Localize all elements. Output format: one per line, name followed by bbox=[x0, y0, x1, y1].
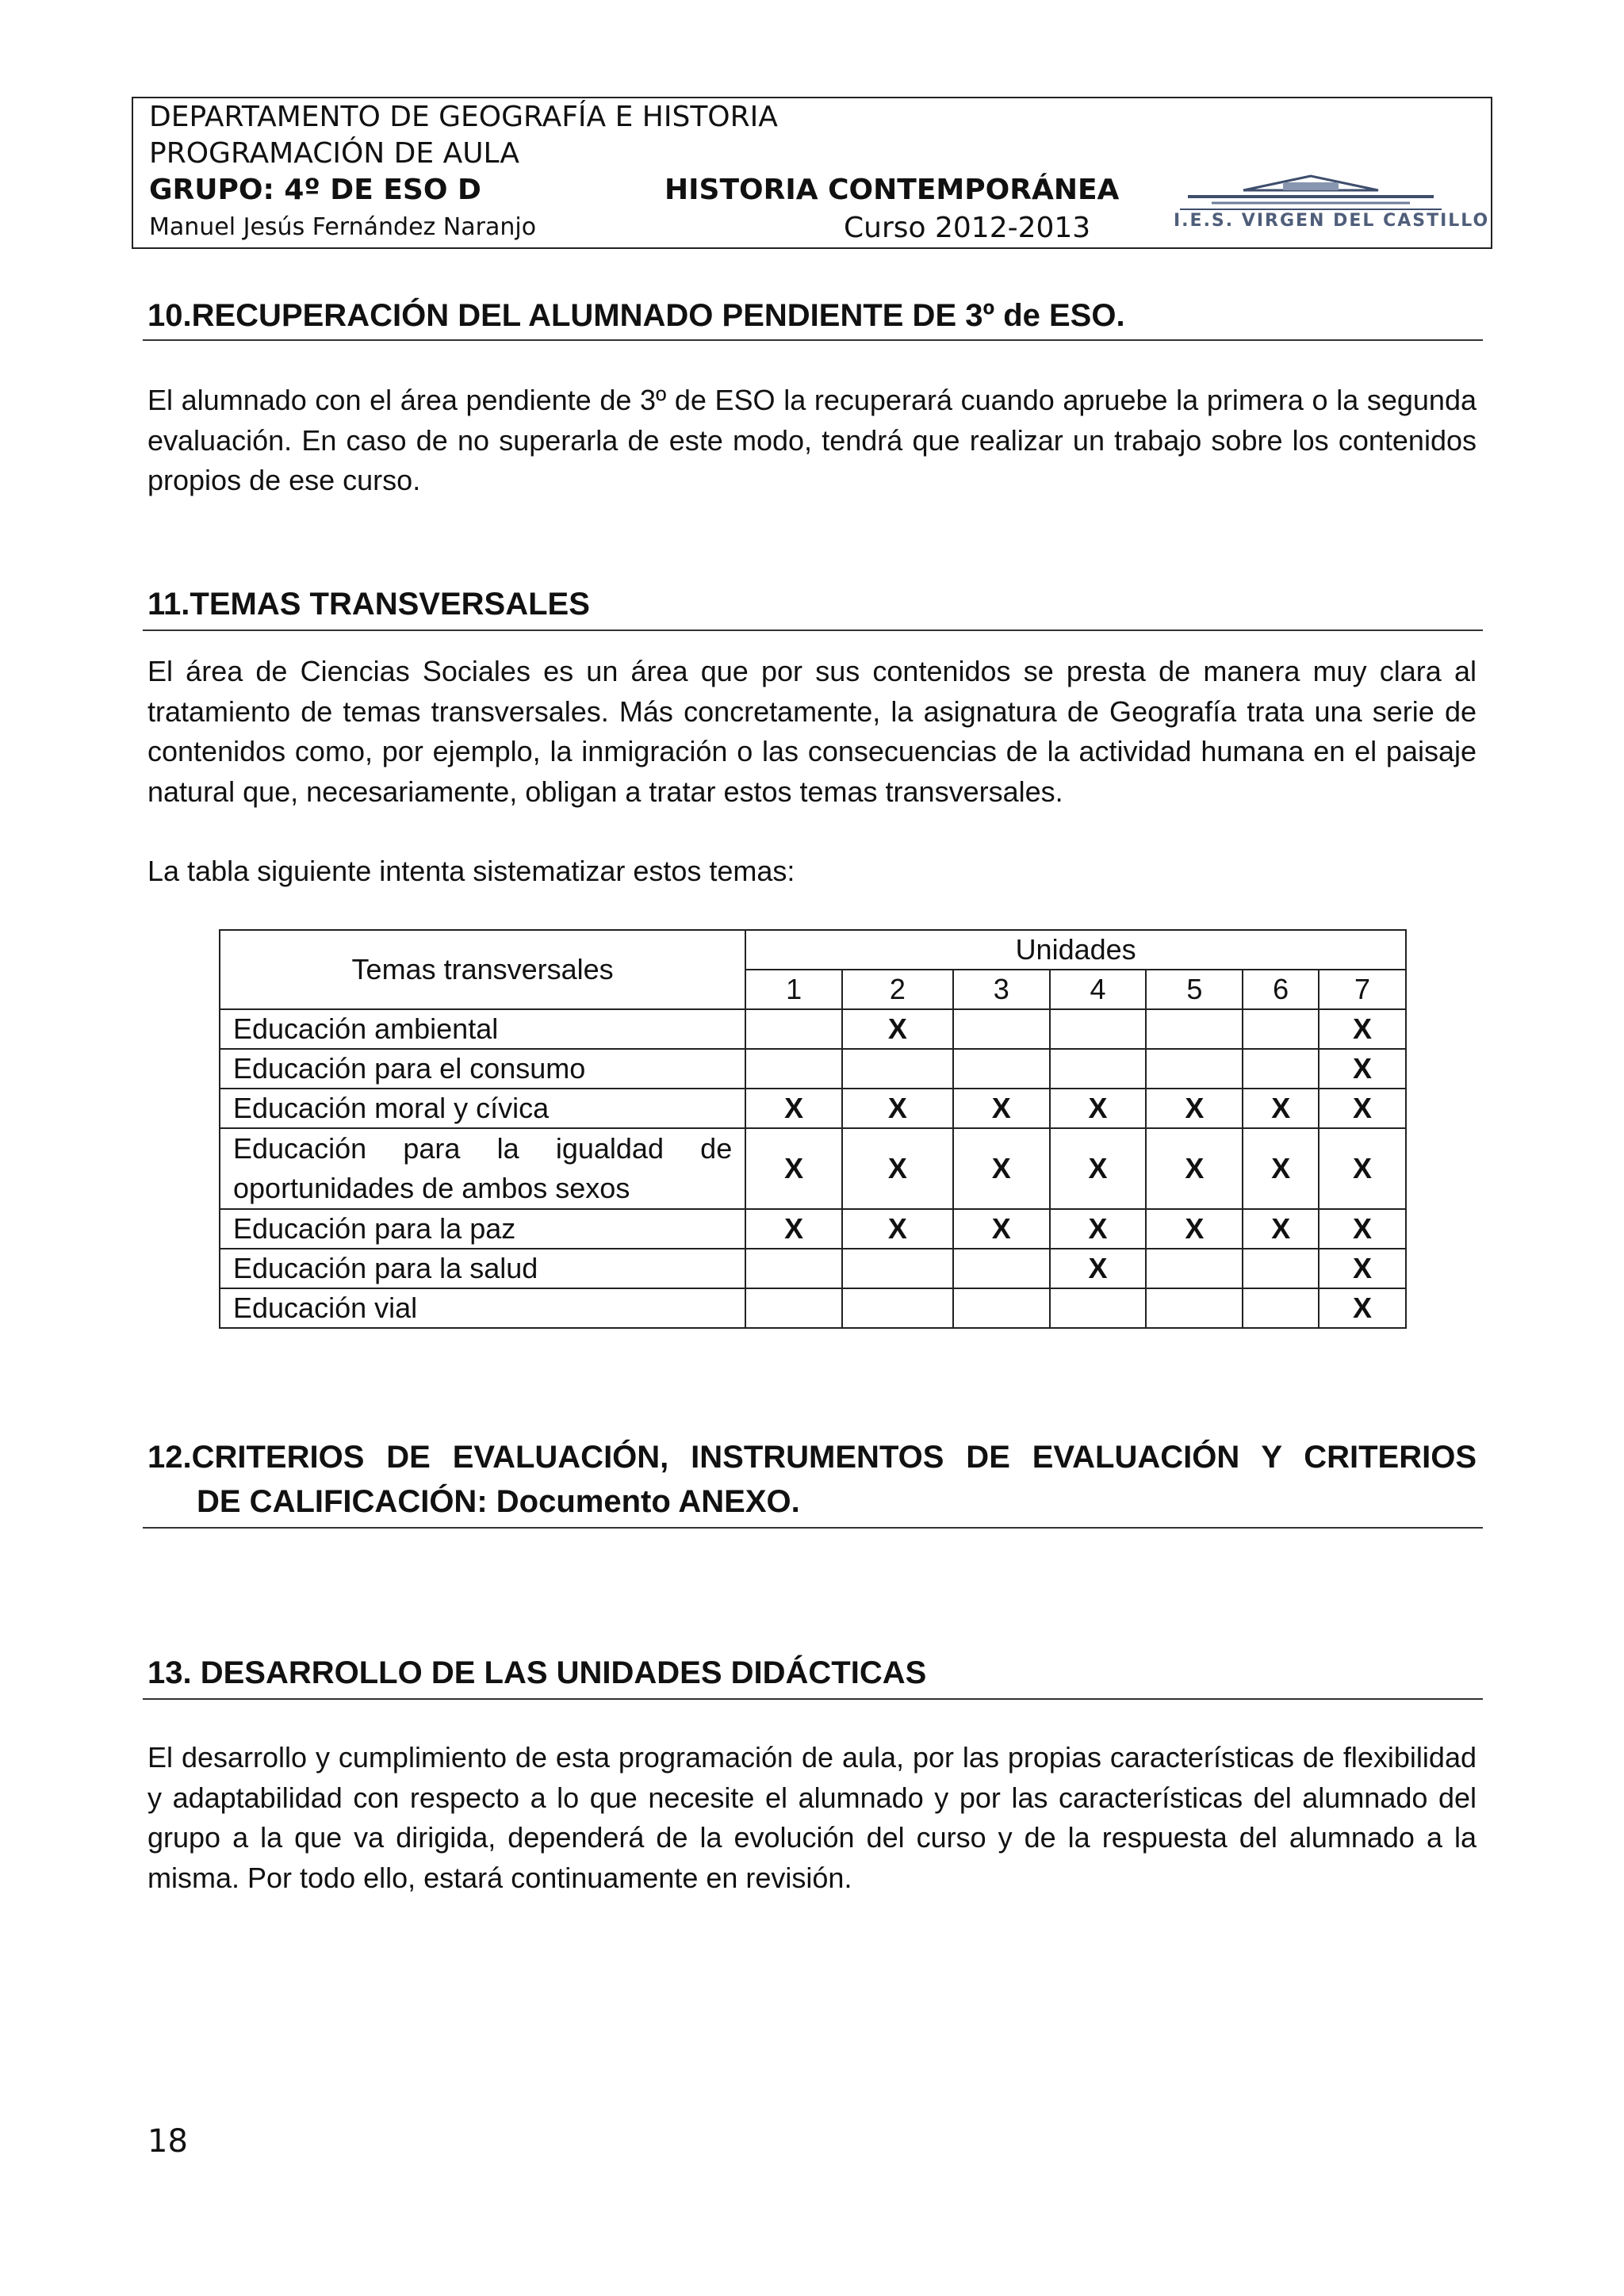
unit-mark bbox=[1146, 1009, 1243, 1049]
unit-mark: X bbox=[1050, 1249, 1147, 1288]
unit-mark: X bbox=[1050, 1209, 1147, 1249]
unit-mark bbox=[953, 1009, 1050, 1049]
unit-mark: X bbox=[745, 1089, 842, 1128]
unit-number: 4 bbox=[1050, 970, 1147, 1009]
unit-mark: X bbox=[745, 1128, 842, 1209]
unit-mark: X bbox=[745, 1209, 842, 1249]
unit-mark bbox=[745, 1009, 842, 1049]
unit-mark: X bbox=[1319, 1288, 1406, 1328]
unit-mark: X bbox=[1243, 1089, 1319, 1128]
unit-number: 1 bbox=[745, 970, 842, 1009]
unit-mark: X bbox=[842, 1128, 953, 1209]
unit-mark: X bbox=[1319, 1249, 1406, 1288]
unit-mark bbox=[1243, 1049, 1319, 1089]
unit-mark bbox=[842, 1288, 953, 1328]
theme-label: Educación para la salud bbox=[220, 1249, 745, 1288]
unit-mark: X bbox=[1146, 1209, 1243, 1249]
unit-mark: X bbox=[1050, 1128, 1147, 1209]
unit-number: 3 bbox=[953, 970, 1050, 1009]
unit-mark bbox=[1050, 1009, 1147, 1049]
section-10-heading: 10.RECUPERACIÓN DEL ALUMNADO PENDIENTE DE 3º de ESO. bbox=[147, 298, 1125, 333]
section-10-paragraph: El alumnado con el área pendiente de 3º de ESO la recuperará cuando apruebe la primera o la segunda evaluación. En caso de no superarla de este modo, tendrá que realizar un trabajo sobre los contenidos propios de ese curso. bbox=[147, 384, 1477, 496]
subject-name: HISTORIA CONTEMPORÁNEA bbox=[665, 174, 1120, 206]
table-row bbox=[220, 1128, 1406, 1209]
unit-mark bbox=[953, 1288, 1050, 1328]
theme-label: Educación para la paz bbox=[220, 1209, 745, 1249]
table-row bbox=[220, 1009, 1406, 1049]
unit-mark bbox=[1146, 1288, 1243, 1328]
unit-mark: X bbox=[953, 1089, 1050, 1128]
group-name: GRUPO: 4º DE ESO D bbox=[149, 174, 481, 206]
section-12-divider bbox=[143, 1527, 1483, 1529]
theme-label: Educación para la igualdad de oportunidades de ambos sexos bbox=[220, 1128, 745, 1209]
unit-number: 7 bbox=[1319, 970, 1406, 1009]
unit-mark: X bbox=[953, 1209, 1050, 1249]
section-11-heading: 11.TEMAS TRANSVERSALES bbox=[147, 587, 590, 622]
unit-mark bbox=[1146, 1249, 1243, 1288]
unit-mark: X bbox=[1146, 1089, 1243, 1128]
table-row bbox=[220, 1249, 1406, 1288]
unit-mark bbox=[745, 1049, 842, 1089]
unit-mark bbox=[745, 1249, 842, 1288]
unit-mark: X bbox=[842, 1209, 953, 1249]
table-row bbox=[220, 1288, 1406, 1328]
school-logo-text: I.E.S. VIRGEN DEL CASTILLO bbox=[1174, 211, 1490, 231]
unit-mark bbox=[953, 1049, 1050, 1089]
unit-mark bbox=[953, 1249, 1050, 1288]
unit-mark: X bbox=[1243, 1209, 1319, 1249]
unit-mark: X bbox=[1319, 1128, 1406, 1209]
table-header-row bbox=[220, 930, 1406, 970]
unit-mark: X bbox=[953, 1128, 1050, 1209]
unit-mark bbox=[1243, 1009, 1319, 1049]
table-row bbox=[220, 1089, 1406, 1128]
unit-number: 2 bbox=[842, 970, 953, 1009]
unit-mark bbox=[1243, 1288, 1319, 1328]
unit-number: 5 bbox=[1146, 970, 1243, 1009]
section-11-paragraph: El área de Ciencias Sociales es un área que por sus contenidos se presta de manera muy clara al tratamiento de temas transversales. Más concretamente, la asignatura de Geografía trata una serie de contenidos como, por ejemplo, la inmigración o las consecuencias de la actividad humana en el paisaje natural que, necesariamente, obligan a tratar estos temas transversales. bbox=[147, 655, 1477, 808]
unit-mark bbox=[1146, 1049, 1243, 1089]
theme-label: Educación vial bbox=[220, 1288, 745, 1328]
unit-mark: X bbox=[1319, 1089, 1406, 1128]
program-name: PROGRAMACIÓN DE AULA bbox=[149, 137, 520, 170]
unit-mark: X bbox=[842, 1009, 953, 1049]
unit-number: 6 bbox=[1243, 970, 1319, 1009]
unit-mark bbox=[745, 1288, 842, 1328]
theme-label: Educación para el consumo bbox=[220, 1049, 745, 1089]
section-11-divider bbox=[143, 629, 1483, 631]
theme-label: Educación ambiental bbox=[220, 1009, 745, 1049]
section-13-divider bbox=[143, 1698, 1483, 1700]
course-year: Curso 2012-2013 bbox=[844, 212, 1091, 244]
section-12-heading-line1: 12.CRITERIOS DE EVALUACIÓN, INSTRUMENTOS DE EVALUACIÓN Y CRITERIOS bbox=[147, 1440, 1477, 1475]
section-13-paragraph: El desarrollo y cumplimiento de esta programación de aula, por las propias características de flexibilidad y adaptabilidad con respecto a lo que necesite el alumnado y por las características del alumnado del grupo a la que va dirigida, dependerá de la evolución del curso y de la respuesta del alumnado a la misma. Por todo ello, estará continuamente en revisión. bbox=[147, 1741, 1477, 1894]
unit-mark: X bbox=[1146, 1128, 1243, 1209]
section-12-heading-line2: DE CALIFICACIÓN: Documento ANEXO. bbox=[197, 1484, 800, 1519]
section-10-divider bbox=[143, 339, 1483, 341]
unit-mark bbox=[842, 1249, 953, 1288]
author-name: Manuel Jesús Fernández Naranjo bbox=[149, 213, 537, 241]
document-header bbox=[132, 97, 1492, 249]
unit-mark bbox=[1050, 1049, 1147, 1089]
themes-column-header: Temas transversales bbox=[220, 930, 745, 1009]
unit-mark: X bbox=[1319, 1049, 1406, 1089]
department-name: DEPARTAMENTO DE GEOGRAFÍA E HISTORIA bbox=[149, 101, 778, 133]
unit-mark: X bbox=[1243, 1128, 1319, 1209]
unit-mark: X bbox=[1319, 1209, 1406, 1249]
unit-mark bbox=[842, 1049, 953, 1089]
unit-mark bbox=[1243, 1249, 1319, 1288]
table-row bbox=[220, 1049, 1406, 1089]
unit-mark: X bbox=[1050, 1089, 1147, 1128]
transversal-themes-table bbox=[219, 929, 1407, 1329]
unit-mark: X bbox=[1319, 1009, 1406, 1049]
table-row bbox=[220, 1209, 1406, 1249]
units-column-header: Unidades bbox=[745, 930, 1406, 970]
school-logo-icon bbox=[1164, 168, 1457, 244]
page-number: 18 bbox=[147, 2123, 188, 2160]
unit-mark: X bbox=[842, 1089, 953, 1128]
theme-label: Educación moral y cívica bbox=[220, 1089, 745, 1128]
unit-mark bbox=[1050, 1288, 1147, 1328]
table-intro: La tabla siguiente intenta sistematizar estos temas: bbox=[147, 855, 795, 887]
section-13-heading: 13. DESARROLLO DE LAS UNIDADES DIDÁCTICAS bbox=[147, 1655, 927, 1690]
